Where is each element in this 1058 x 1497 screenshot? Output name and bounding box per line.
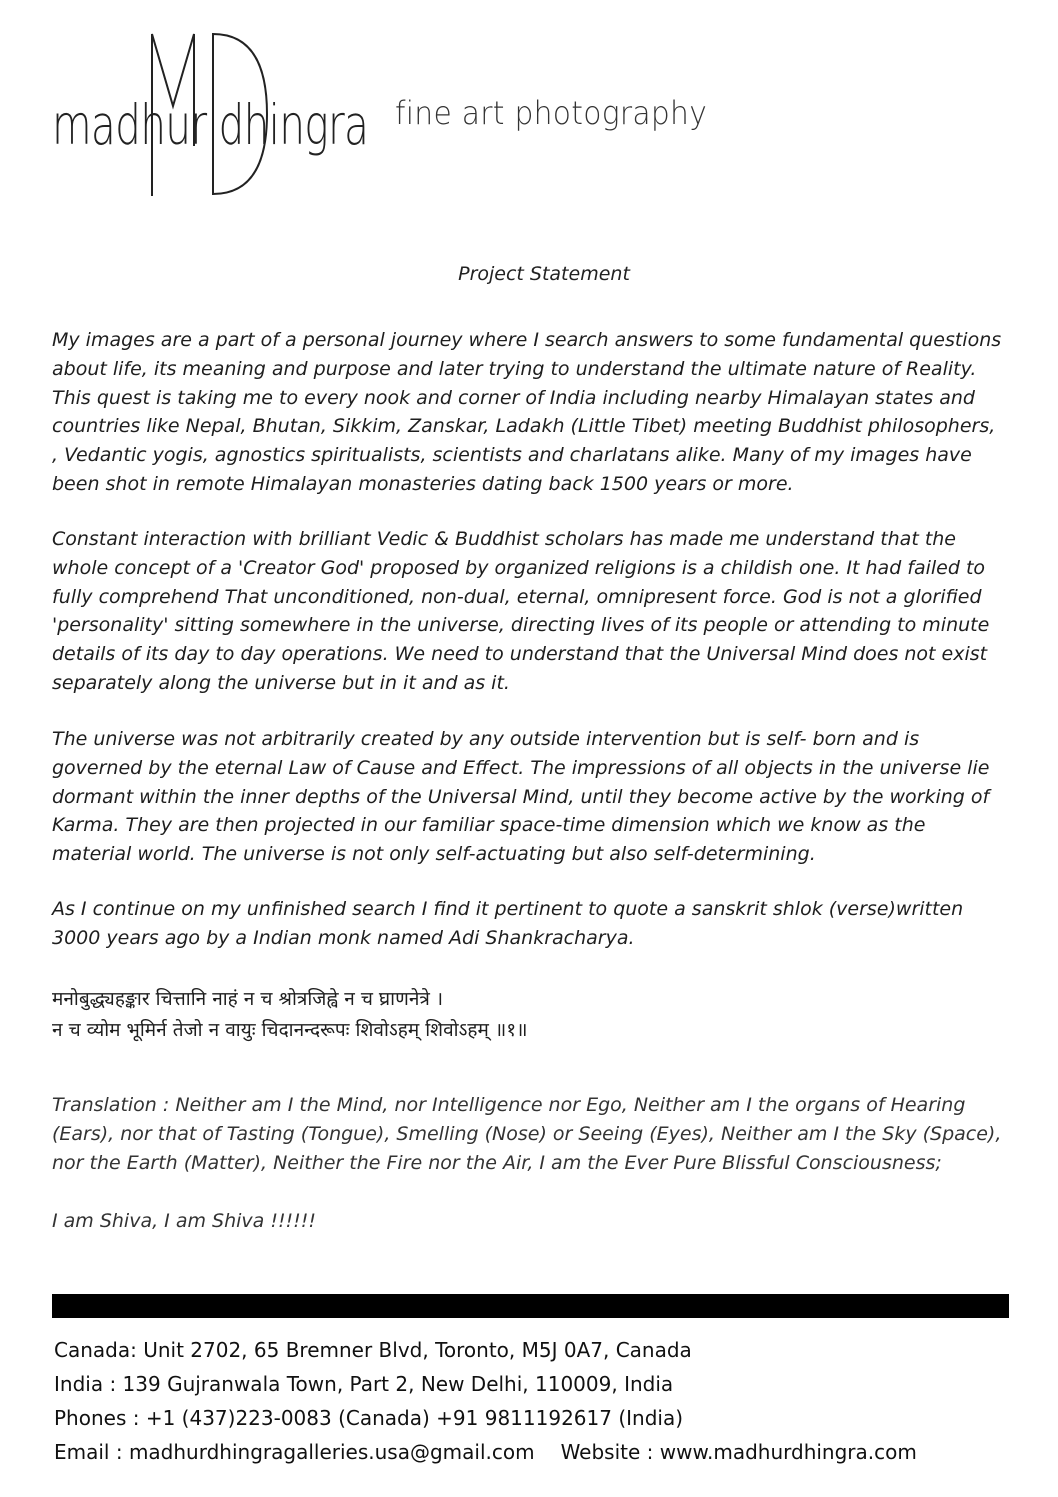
logo-name: madhur dhingra — [52, 93, 369, 157]
paragraph: My images are a part of a personal journey where I search answers to some fundamental questions about life, its meaning and purpose and later trying to understand the ultimate nature of Reality. This quest is taking me to every nook and corner of India including nearby Himalayan states and countries like Nepal, Bhutan, Sikkim, Zanskar, Ladakh (Little Tibet) meeting Buddhist philosophers, , Vedantic yogis, agnostics spiritualists, scientists and charlatans alike. Many of my images have been shot in remote Himalayan monasteries dating back 1500 years or more. — [52, 329, 1002, 495]
paragraph: As I continue on my unfinished search I find it pertinent to quote a sanskrit shlok (verse)written 3000 years ago by a Indian monk named Adi Shankracharya. — [52, 898, 964, 949]
letterhead-logo — [52, 28, 732, 203]
contact-footer — [54, 1333, 1014, 1469]
address-canada: Canada: Unit 2702, 65 Bremner Blvd, Toronto, M5J 0A7, Canada — [54, 1338, 692, 1362]
email-link[interactable]: Email : madhurdhingragalleries.usa@gmail.com — [54, 1440, 535, 1464]
logo-tagline: fine art photography — [395, 94, 708, 132]
paragraph: Constant interaction with brilliant Vedic & Buddhist scholars has made me understand that the whole concept of a 'Creator God' proposed by organized religions is a childish one. It had failed to fully comprehend That unconditioned, non-dual, eternal, omnipresent force. God is not a glorified 'personality' sitting somewhere in the universe, directing lives of its people or attending to minute details of its day to day operations. We need to understand that the Universal Mind does not exist separately along the universe but in it and as it. — [52, 528, 990, 694]
phones: Phones : +1 (437)223-0083 (Canada) +91 9811192617 (India) — [54, 1406, 684, 1430]
translation-paragraph: Translation : Neither am I the Mind, nor Intelligence nor Ego, Neither am I the organs of Hearing (Ears), nor that of Tasting (Tongue), Smelling (Nose) or Seeing (Eyes), Neither am I the Sky (Space), nor the Earth (Matter), Neither the Fire nor the Air, I am the Ever Pure Blissful Consciousness; — [52, 1094, 1002, 1174]
page-title: Project Statement — [458, 263, 630, 285]
contact-line — [54, 1435, 1014, 1469]
sanskrit-line: मनोबुद्ध्यहङ्कार चित्तानि नाहं न च श्रोत्रजिह्वे न च घ्राणनेत्रे । — [52, 988, 444, 1010]
paragraph: The universe was not arbitrarily created by any outside intervention but is self- born and is governed by the eternal Law of Cause and Effect. The impressions of all objects in the universe lie dormant within the inner depths of the Universal Mind, until they become active by the working of Karma. They are then projected in our familiar space-time dimension which we know as the material world. The universe is not only self-actuating but also self-determining. — [52, 728, 990, 866]
address-india: India : 139 Gujranwala Town, Part 2, New Delhi, 110009, India — [54, 1372, 674, 1396]
sanskrit-verse — [52, 984, 1007, 1046]
sanskrit-line: न च व्योम भूमिर्न तेजो न वायुः चिदानन्दरूपः शिवोऽहम् शिवोऽहम् ॥१॥ — [52, 1019, 528, 1041]
closing-line: I am Shiva, I am Shiva !!!!!! — [52, 1210, 317, 1232]
divider-bar — [52, 1294, 1009, 1318]
website-link[interactable]: Website : www.madhurdhingra.com — [560, 1440, 917, 1464]
